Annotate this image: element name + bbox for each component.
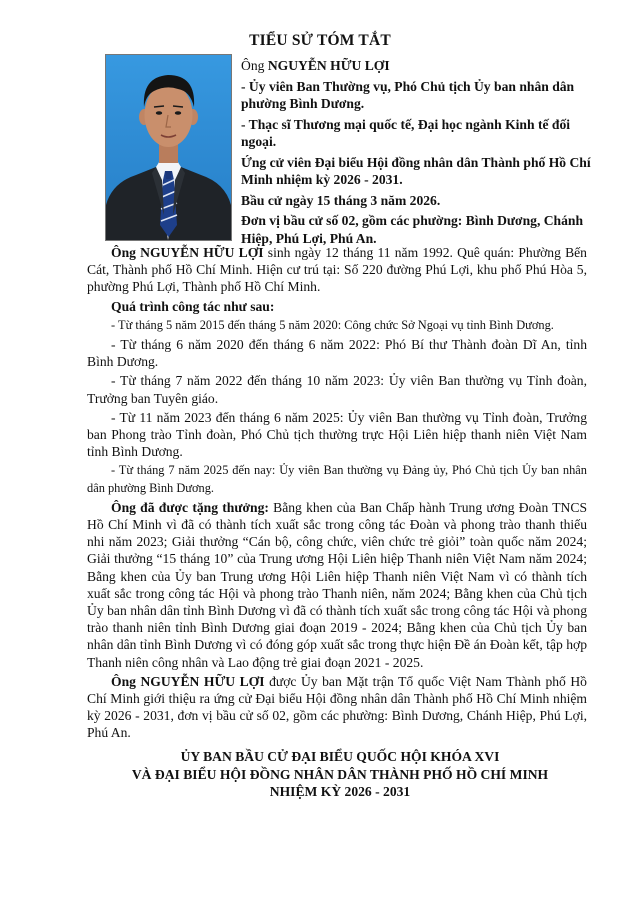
work-item: - Từ tháng 7 năm 2022 đến tháng 10 năm 2023: Ủy viên Ban thường vụ Tỉnh đoàn, Trưởng ban Tuyên giáo. — [87, 373, 587, 406]
candidate-name-line — [241, 57, 591, 75]
intro-name: Ông NGUYỄN HỮU LỢI — [111, 245, 264, 260]
work-item: - Từ tháng 7 năm 2025 đến nay: Ủy viên Ban thường vụ Đảng ủy, Phó Chủ tịch Ủy ban nhân dân phường Bình Dương. — [87, 463, 587, 495]
intro-paragraph — [87, 244, 587, 296]
footer-line-2: VÀ ĐẠI BIỂU HỘI ĐỒNG NHÂN DÂN THÀNH PHỐ HỒ CHÍ MINH — [131, 766, 549, 782]
work-heading-text: Quá trình công tác như sau: — [111, 298, 275, 314]
name-prefix: Ông — [241, 58, 268, 73]
intro-text: sinh ngày 12 tháng 11 năm 1992. Quê quán: Phường Bến Cát, Thành phố Hồ Chí Minh. Hiện cư trú tại: Số 220 đường Phú Lợi, khu phố Phú Hòa 5, phường Phú Lợi, Thành phố Hồ Chí Minh. — [87, 245, 587, 295]
document-title: TIỂU SỬ TÓM TẮT — [249, 32, 391, 49]
candidacy: Ứng cử viên Đại biểu Hội đồng nhân dân Thành phố Hồ Chí Minh nhiệm kỳ 2026 - 2031. — [241, 154, 591, 187]
candidate-header — [241, 57, 591, 250]
awards-label: Ông đã được tặng thưởng: — [111, 499, 269, 515]
election-date: Bầu cử ngày 15 tháng 3 năm 2026. — [241, 192, 441, 208]
awards-text: Bằng khen của Ban Chấp hành Trung ương Đoàn TNCS Hồ Chí Minh vì đã có thành tích xuất sắc trong công tác Đoàn và phong trào thanh thiếu nhi năm 2023; Giải thưởng “Cán bộ, công chức, viên chức trẻ giỏi” toàn quốc năm 2024; Giải thưởng “15 tháng 10” của Trung ương Hội Liên hiệp Thanh niên Việt Nam năm 2024; Bằng khen của Ủy ban Trung ương Hội Liên hiệp Thanh niên Việt Nam vì có thành tích xuất sắc trong công tác Hội và phong trào Thanh niên, năm 2024; Bằng khen của Chủ tịch Ủy ban nhân dân tỉnh Bình Dương vì đã có thành tích xuất sắc trong công tác Hội và phong trào thanh niên tỉnh Bình Dương giai đoạn 2019 - 2024; Bằng khen của Chủ tịch Ủy ban nhân dân tỉnh Bình Dương vì có đóng góp xuất sắc trong thực hiện Đề án Đoàn kết, tập hợp Thanh niên công nhân và Lao động trẻ giai đoạn 2021 - 2025. — [87, 499, 587, 670]
candidate-name: NGUYỄN HỮU LỢI — [267, 58, 390, 73]
nomination-text: được Ủy ban Mặt trận Tổ quốc Việt Nam Thành phố Hồ Chí Minh giới thiệu ra ứng cử Đại biểu Hội đồng nhân dân Thành phố Hồ Chí Minh nhiệm kỳ 2026 - 2031, đơn vị bầu cử số 02, gồm các phường: Bình Dương, Chánh Hiệp, Phú Lợi, Phú An. — [87, 673, 587, 741]
position-1: - Ủy viên Ban Thường vụ, Phó Chủ tịch Ủy ban nhân dân phường Bình Dương. — [241, 78, 575, 111]
nomination-name: Ông NGUYỄN HỮU LỢI — [111, 673, 265, 689]
portrait-image — [106, 55, 231, 240]
work-heading — [87, 298, 587, 315]
constituency: Đơn vị bầu cử số 02, gồm các phường: Bình Dương, Chánh Hiệp, Phú Lợi, Phú An. — [241, 213, 584, 246]
nomination-paragraph — [87, 673, 587, 742]
work-item: - Từ tháng 5 năm 2015 đến tháng 5 năm 2020: Công chức Sở Ngoại vụ tỉnh Bình Dương. — [111, 317, 554, 332]
footer-line-3: NHIỆM KỲ 2026 - 2031 — [269, 784, 411, 799]
biography-body — [87, 244, 587, 744]
position-2: - Thạc sĩ Thương mại quốc tế, Đại học ngành Kinh tế đối ngoại. — [241, 116, 571, 149]
footer-line-1: ỦY BAN BẦU CỬ ĐẠI BIỂU QUỐC HỘI KHÓA XVI — [180, 749, 500, 764]
issuer-footer — [80, 748, 600, 801]
awards-paragraph — [87, 499, 587, 671]
work-item: - Từ tháng 6 năm 2020 đến tháng 6 năm 2022: Phó Bí thư Thành đoàn Dĩ An, tỉnh Bình Dương. — [87, 337, 587, 370]
portrait-photo — [105, 54, 232, 241]
work-item: - Từ 11 năm 2023 đến tháng 6 năm 2025: Ủy viên Ban thường vụ Tỉnh đoàn, Trưởng ban Phong trào Tỉnh đoàn, Phó Chủ tịch thường trực Hội Liên hiệp thanh niên Việt Nam tỉnh Bình Dương. — [87, 409, 587, 460]
